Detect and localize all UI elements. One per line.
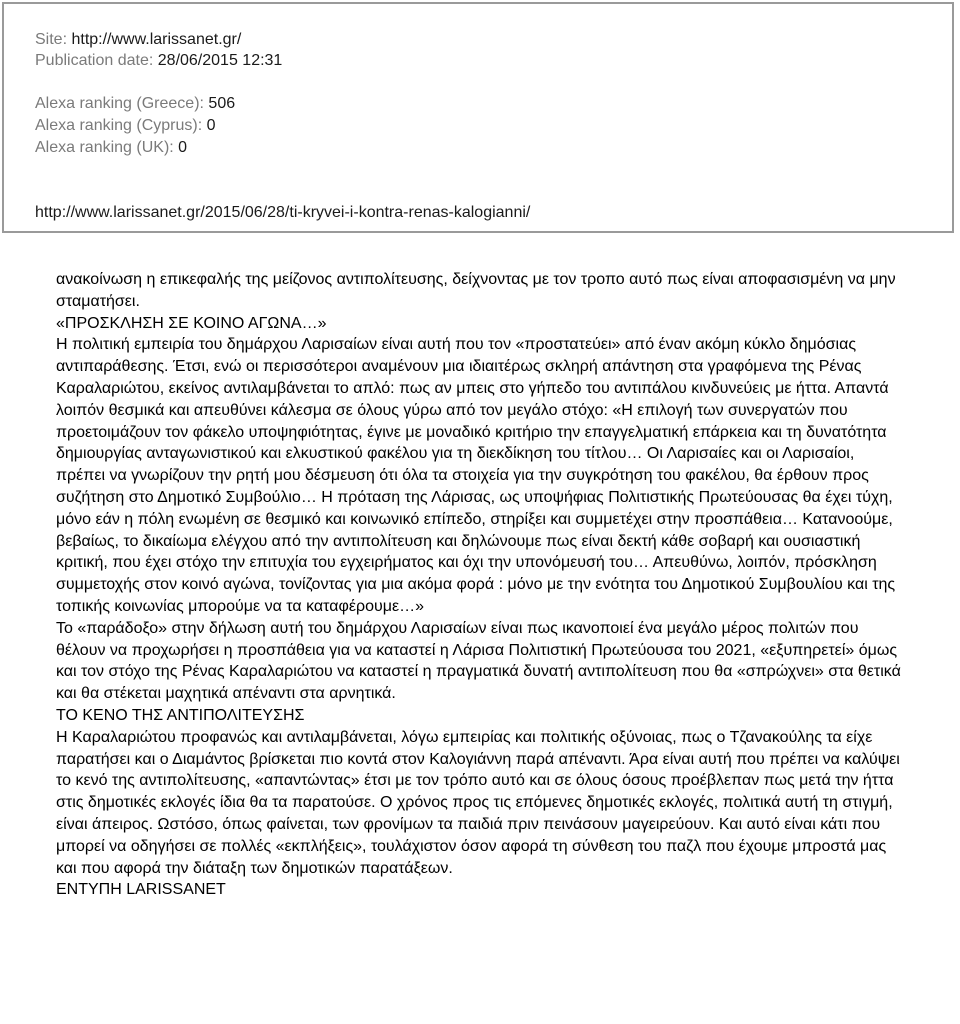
- alexa-cyprus-line: [35, 115, 216, 137]
- alexa-greece-label: Alexa ranking (Greece):: [35, 95, 204, 112]
- article-paragraph-intro: ανακοίνωση η επικεφαλής της μείζονος αντιπολίτευσης, δείχνοντας με τον τροπο αυτό πως είναι αποφασισμένη να μην σταματήσει.: [56, 271, 896, 310]
- alexa-uk-value: 0: [178, 139, 188, 156]
- alexa-greece-value: 506: [208, 95, 236, 112]
- article-paragraph-paradox: Το «παράδοξο» στην δήλωση αυτή του δημάρχου Λαρισαίων είναι πως ικανοποιεί ένα μεγάλο μέρος πολιτών που θέλουν να προχωρήσει η προσπάθεια για να καταστεί η Λάρισα Πολιτιστική Πρωτεύουσα του 2021, «εξυπηρετεί» όμως και τον στόχο της Ρένας Καραλαριώτου να καταστεί η πραγματικά δυνατή αντιπολίτευση που θα «σπρώχνει» στα θετικά και θα στέκεται μαχητικά απέναντι στα αρνητικά.: [56, 619, 901, 703]
- site-line: [35, 29, 241, 51]
- alexa-uk-line: [35, 137, 187, 159]
- article-url[interactable]: http://www.larissanet.gr/2015/06/28/ti-kryvei-i-kontra-renas-kalogianni/: [35, 204, 531, 221]
- site-value[interactable]: http://www.larissanet.gr/: [71, 31, 242, 48]
- alexa-cyprus-value: 0: [206, 117, 216, 134]
- article-paragraph-mayor-statement: Η πολιτική εμπειρία του δημάρχου Λαρισαίων είναι αυτή που τον «προστατεύει» από έναν ακόμη κύκλο δημόσιας αντιπαράθεσης. Έτσι, ενώ οι περισσότεροι αναμένουν μια ιδιαιτέρως σκληρή απάντηση στα γραφόμενα της Ρένας Καραλαριώτου, εκείνος αντιλαμβάνεται το απλό: πως αν μπεις στο γήπεδο του αντιπάλου κινδυνεύεις με ήττα. Απαντά λοιπόν θεσμικά και απευθύνει κάλεσμα σε όλους γύρω από τον μεγάλο στόχο: «Η επιλογή των συνεργατών που προετοιμάζουν τον φάκελο υποψηφιότητας, έγινε με μοναδικό κριτήριο την επαγγελματική επάρκεια και τη δυνατότητα δημιουργίας ανταγωνιστικού και ελκυστικού φακέλου για τη διεκδίκηση του τίτλου… Οι Λαρισαίες και οι Λαρισαίοι, πρέπει να γνωρίζουν την ρητή μου δέσμευση ότι όλα τα στοιχεία για την συγκρότηση του φακέλου, θα έρθουν προς συζήτηση στο Δημοτικό Συμβούλιο… Η πρόταση της Λάρισας, ως υποψήφιας Πολιτιστικής Πρωτεύουσας θα έχει τύχη, μόνο εάν η πόλη ενωμένη σε θεσμικό και κοινωνικό επίπεδο, στηρίξει και συμμετέχει στην προσπάθεια… Κατανοούμε, βεβαίως, το δικαίωμα ελέγχου από την αντιπολίτευση και δηλώνουμε πως είναι δεκτή κάθε σοβαρή και ουσιαστική κριτική, που έχει στόχο την επιτυχία του εγχειρήματος και όχι την υπονόμευσή του… Απευθύνω, λοιπόν, πρόσκληση συμμετοχής στον κοινό αγώνα, τονίζοντας για μια ακόμα φορά : μόνο με την ενότητα του Δημοτικού Συμβουλίου και της τοπικής κοινωνίας μπορούμε να τα καταφέρουμε…»: [56, 336, 896, 615]
- publication-date-line: [35, 50, 282, 72]
- article-subheading-opposition-gap: ΤΟ ΚΕΝΟ ΤΗΣ ΑΝΤΙΠΟΛΙΤΕΥΣΗΣ: [56, 706, 305, 724]
- alexa-cyprus-label: Alexa ranking (Cyprus):: [35, 117, 203, 134]
- article-body: [56, 269, 906, 901]
- publication-date-label: Publication date:: [35, 52, 154, 69]
- alexa-uk-label: Alexa ranking (UK):: [35, 139, 174, 156]
- article-source-credit: ΕΝΤΥΠΗ LARISSANET: [56, 881, 226, 899]
- article-subheading-invitation: «ΠΡΟΣΚΛΗΣΗ ΣΕ ΚΟΙΝΟ ΑΓΩΝΑ…»: [56, 314, 327, 332]
- publication-date-value: 28/06/2015 12:31: [157, 52, 283, 69]
- site-label: Site:: [35, 31, 68, 48]
- article-paragraph-opposition: Η Καραλαριώτου προφανώς και αντιλαμβάνεται, λόγω εμπειρίας και πολιτικής οξύνοιας, πως ο Τζανακούλης τα είχε παρατήσει και ο Διαμάντος βρίσκεται πιο κοντά στον Καλογιάννη παρά απέναντι. Άρα είναι αυτή που πρέπει να καλύψει το κενό της αντιπολίτευσης, «απαντώντας» έτσι με τον τρόπο αυτό και σε όλους όσους προέβλεπαν πως μετά την ήττα στις δημοτικές εκλογές ίδια θα τα παρατούσε. Ο χρόνος προς τις επόμενες δημοτικές εκλογές, πολιτικά αυτή τη στιγμή, είναι άπειρος. Ωστόσο, όπως φαίνεται, των φρονίμων τα παιδιά πριν πεινάσουν μαγειρεύουν. Και αυτό είναι κάτι που μπορεί να οδηγήσει σε πολλές «εκπλήξεις», τουλάχιστον όσον αφορά τη σύνθεση του παζλ που έχουμε μπροστά μας και που αφορά την διάταξη των δημοτικών παρατάξεων.: [56, 728, 900, 877]
- alexa-greece-line: [35, 93, 235, 115]
